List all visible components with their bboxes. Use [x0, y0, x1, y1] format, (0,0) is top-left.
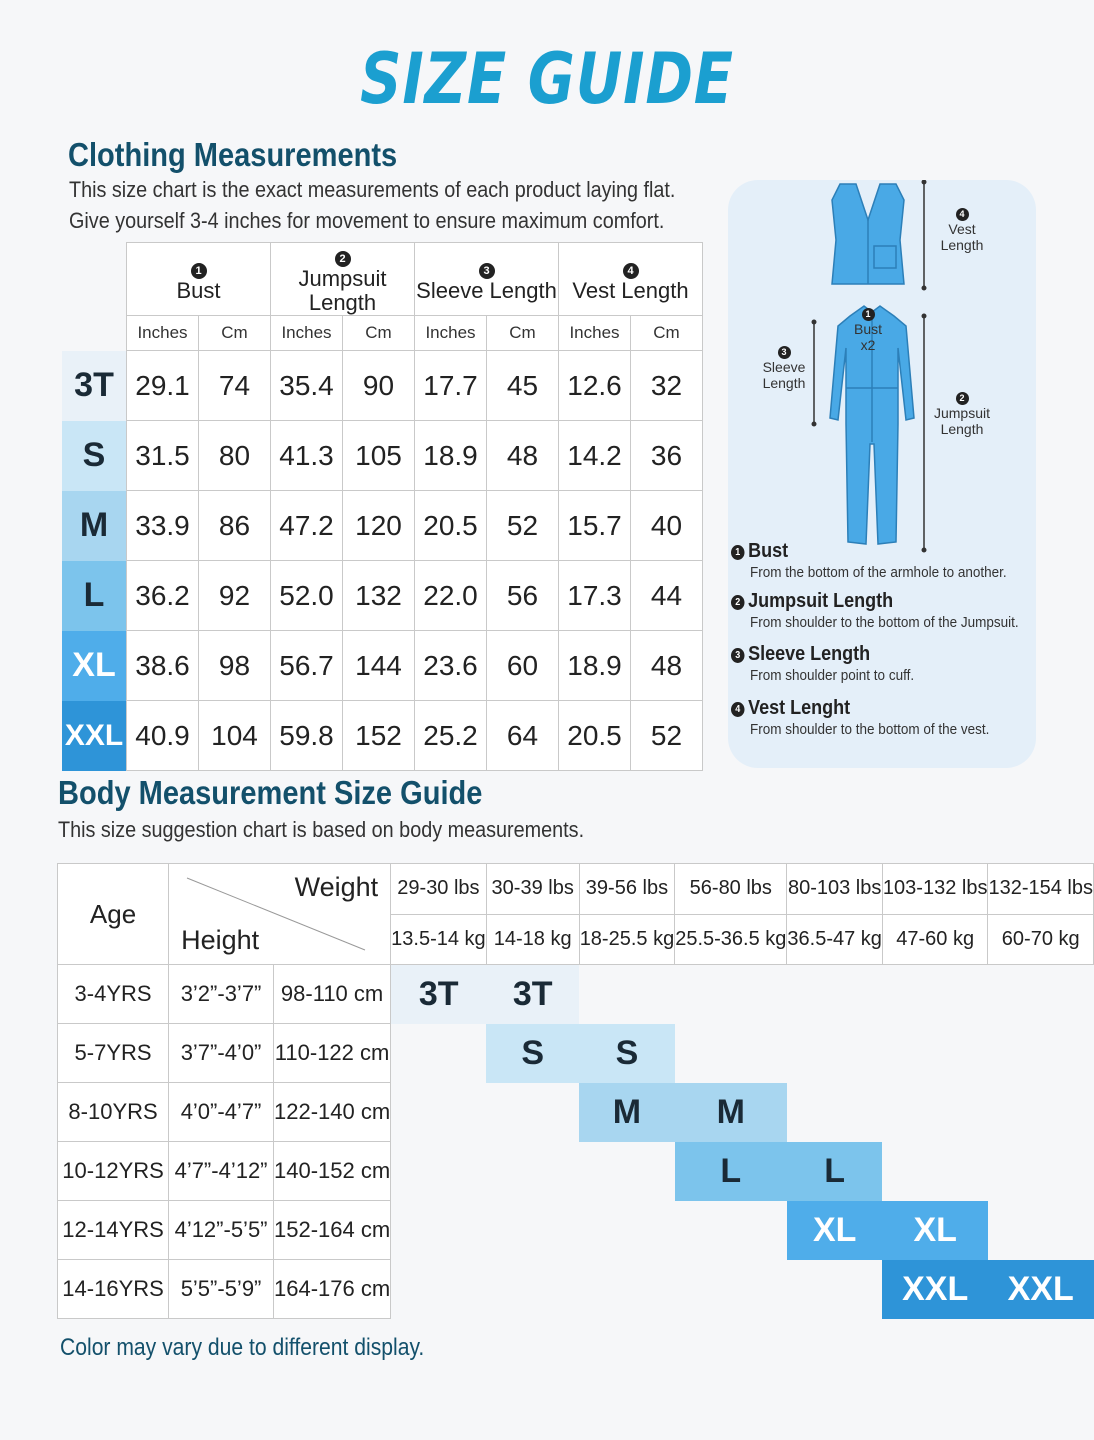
size-label: XL: [62, 631, 127, 701]
recommended-size-cell: M: [579, 1083, 675, 1142]
empty-cell: [882, 1024, 988, 1083]
inches-value: 17.3: [559, 561, 631, 631]
inches-value: 29.1: [127, 351, 199, 421]
cm-value: 32: [631, 351, 703, 421]
vest-illustration: [832, 184, 904, 284]
weight-lbs-cell: 132-154 lbs: [988, 864, 1094, 915]
body-size-row: [58, 1201, 1094, 1260]
unit-inches: Inches: [127, 316, 199, 351]
unit-cm: Cm: [343, 316, 415, 351]
cm-value: 52: [631, 701, 703, 771]
empty-cell: [391, 1201, 487, 1260]
age-cell: 10-12YRS: [58, 1142, 169, 1201]
legend-desc: From shoulder to the bottom of the Jumpsuit.: [750, 614, 1019, 631]
body-measurement-table: [57, 863, 1094, 1319]
empty-cell: [675, 1201, 787, 1260]
inches-value: 36.2: [127, 561, 199, 631]
cm-value: 60: [487, 631, 559, 701]
color-disclaimer: Color may vary due to different display.: [60, 1334, 425, 1361]
cm-value: 64: [487, 701, 559, 771]
cm-value: 120: [343, 491, 415, 561]
cm-value: 44: [631, 561, 703, 631]
legend-title: 2 Jumpsuit Length: [731, 589, 1017, 613]
empty-cell: [675, 1024, 787, 1083]
empty-cell: [675, 965, 787, 1024]
empty-cell: [579, 965, 675, 1024]
size-label: L: [62, 561, 127, 631]
unit-cm: Cm: [631, 316, 703, 351]
empty-cell: [391, 1024, 487, 1083]
clothing-size-row: [62, 491, 703, 561]
size-label: S: [62, 421, 127, 491]
inches-value: 17.7: [415, 351, 487, 421]
age-cell: 12-14YRS: [58, 1201, 169, 1260]
height-in-cell: 4’12”-5’5”: [169, 1201, 274, 1260]
weight-kg-cell: 47-60 kg: [882, 914, 988, 965]
empty-cell: [787, 1083, 883, 1142]
inches-value: 35.4: [271, 351, 343, 421]
clothing-size-row: [62, 631, 703, 701]
recommended-size-cell: L: [787, 1142, 883, 1201]
body-size-row: [58, 1142, 1094, 1201]
legend-item: [731, 642, 932, 686]
cm-value: 152: [343, 701, 415, 771]
clothing-desc-line1: This size chart is the exact measurements of each product laying flat.: [69, 177, 676, 202]
inches-value: 20.5: [415, 491, 487, 561]
inches-value: 22.0: [415, 561, 487, 631]
legend-desc: From the bottom of the armhole to another.: [750, 564, 1007, 581]
weight-lbs-cell: 80-103 lbs: [787, 864, 883, 915]
empty-cell: [882, 1083, 988, 1142]
inches-value: 20.5: [559, 701, 631, 771]
cm-value: 48: [631, 631, 703, 701]
clothing-size-row: [62, 701, 703, 771]
empty-cell: [787, 1260, 883, 1319]
cm-value: 105: [343, 421, 415, 491]
empty-cell: [675, 1260, 787, 1319]
inches-value: 38.6: [127, 631, 199, 701]
inches-value: 18.9: [559, 631, 631, 701]
empty-cell: [988, 965, 1094, 1024]
size-label: 3T: [62, 351, 127, 421]
age-cell: 8-10YRS: [58, 1083, 169, 1142]
empty-cell: [486, 1201, 579, 1260]
body-heading: Body Measurement Size Guide: [58, 774, 483, 811]
inches-value: 52.0: [271, 561, 343, 631]
inches-value: 31.5: [127, 421, 199, 491]
weight-lbs-cell: 103-132 lbs: [882, 864, 988, 915]
weight-height-header: [169, 864, 391, 965]
page-title: SIZE GUIDE: [360, 38, 734, 120]
empty-cell: [486, 1142, 579, 1201]
empty-cell: [579, 1201, 675, 1260]
empty-cell: [988, 1024, 1094, 1083]
inches-value: 56.7: [271, 631, 343, 701]
empty-cell: [787, 965, 883, 1024]
recommended-size-cell: 3T: [486, 965, 579, 1024]
recommended-size-cell: XXL: [988, 1260, 1094, 1319]
legend-desc: From shoulder point to cuff.: [750, 667, 915, 684]
body-size-row: [58, 1260, 1094, 1319]
empty-cell: [988, 1201, 1094, 1260]
empty-cell: [882, 965, 988, 1024]
height-cm-cell: 98-110 cm: [273, 965, 390, 1024]
recommended-size-cell: S: [579, 1024, 675, 1083]
cm-value: 40: [631, 491, 703, 561]
empty-cell: [391, 1083, 487, 1142]
legend-title: 1 Bust: [731, 539, 1005, 563]
inches-value: 18.9: [415, 421, 487, 491]
unit-cm: Cm: [199, 316, 271, 351]
cm-value: 36: [631, 421, 703, 491]
sleeve-length-label: 3 Sleeve Length: [762, 347, 806, 391]
size-label: M: [62, 491, 127, 561]
empty-cell: [882, 1142, 988, 1201]
vest-length-header: 4 Vest Length: [559, 243, 703, 316]
unit-inches: Inches: [271, 316, 343, 351]
inches-value: 59.8: [271, 701, 343, 771]
empty-cell: [988, 1142, 1094, 1201]
clothing-heading: Clothing Measurements: [68, 136, 398, 173]
recommended-size-cell: M: [675, 1083, 787, 1142]
sleeve-length-header: 3 Sleeve Length: [415, 243, 559, 316]
empty-cell: [391, 1260, 487, 1319]
inches-value: 41.3: [271, 421, 343, 491]
height-label: Height: [181, 925, 260, 955]
weight-lbs-cell: 39-56 lbs: [579, 864, 675, 915]
legend-title: 4 Vest Lenght: [731, 696, 987, 720]
vest-length-label: 4 Vest Length: [940, 209, 984, 253]
clothing-measurements-table: [62, 242, 703, 771]
unit-inches: Inches: [415, 316, 487, 351]
weight-kg-cell: 36.5-47 kg: [787, 914, 883, 965]
size-label: XXL: [62, 701, 127, 771]
clothing-desc-line2: Give yourself 3-4 inches for movement to ensure maximum comfort.: [69, 208, 665, 233]
inches-value: 40.9: [127, 701, 199, 771]
inches-value: 23.6: [415, 631, 487, 701]
body-size-row: [58, 965, 1094, 1024]
height-cm-cell: 140-152 cm: [273, 1142, 390, 1201]
recommended-size-cell: L: [675, 1142, 787, 1201]
legend-item: [731, 539, 1035, 583]
cm-value: 45: [487, 351, 559, 421]
recommended-size-cell: S: [486, 1024, 579, 1083]
cm-value: 104: [199, 701, 271, 771]
body-desc: This size suggestion chart is based on body measurements.: [58, 817, 585, 842]
cm-value: 144: [343, 631, 415, 701]
weight-kg-cell: 13.5-14 kg: [391, 914, 487, 965]
weight-kg-cell: 18-25.5 kg: [579, 914, 675, 965]
inches-value: 47.2: [271, 491, 343, 561]
cm-value: 90: [343, 351, 415, 421]
height-cm-cell: 110-122 cm: [273, 1024, 390, 1083]
recommended-size-cell: XL: [787, 1201, 883, 1260]
cm-value: 52: [487, 491, 559, 561]
weight-label: Weight: [294, 872, 379, 902]
height-in-cell: 3’7”-4’0”: [169, 1024, 274, 1083]
weight-kg-cell: 60-70 kg: [988, 914, 1094, 965]
cm-value: 86: [199, 491, 271, 561]
inches-value: 14.2: [559, 421, 631, 491]
height-cm-cell: 122-140 cm: [273, 1083, 390, 1142]
recommended-size-cell: 3T: [391, 965, 487, 1024]
body-size-row: [58, 1083, 1094, 1142]
cm-value: 80: [199, 421, 271, 491]
unit-cm: Cm: [487, 316, 559, 351]
weight-lbs-cell: 30-39 lbs: [486, 864, 579, 915]
weight-lbs-cell: 56-80 lbs: [675, 864, 787, 915]
empty-cell: [391, 1142, 487, 1201]
recommended-size-cell: XL: [882, 1201, 988, 1260]
cm-value: 92: [199, 561, 271, 631]
empty-cell: [787, 1024, 883, 1083]
legend-title: 3 Sleeve Length: [731, 642, 912, 666]
cm-value: 132: [343, 561, 415, 631]
height-in-cell: 4’0”-4’7”: [169, 1083, 274, 1142]
height-cm-cell: 164-176 cm: [273, 1260, 390, 1319]
empty-cell: [579, 1260, 675, 1319]
weight-lbs-cell: 29-30 lbs: [391, 864, 487, 915]
height-in-cell: 5’5”-5’9”: [169, 1260, 274, 1319]
inches-value: 15.7: [559, 491, 631, 561]
cm-value: 56: [487, 561, 559, 631]
height-cm-cell: 152-164 cm: [273, 1201, 390, 1260]
bust-header: 1 Bust: [127, 243, 271, 316]
age-cell: 3-4YRS: [58, 965, 169, 1024]
empty-cell: [988, 1083, 1094, 1142]
bust-label: 1 Bust x2: [853, 309, 882, 353]
inches-value: 25.2: [415, 701, 487, 771]
cm-value: 48: [487, 421, 559, 491]
age-header: Age: [58, 864, 169, 965]
jumpsuit-length-label: 2 Jumpsuit Length: [933, 393, 991, 437]
clothing-size-row: [62, 561, 703, 631]
clothing-size-row: [62, 351, 703, 421]
inches-value: 33.9: [127, 491, 199, 561]
weight-kg-cell: 14-18 kg: [486, 914, 579, 965]
height-in-cell: 4’7”-4’12”: [169, 1142, 274, 1201]
age-cell: 14-16YRS: [58, 1260, 169, 1319]
unit-inches: Inches: [559, 316, 631, 351]
cm-value: 74: [199, 351, 271, 421]
empty-cell: [486, 1260, 579, 1319]
clothing-size-row: [62, 421, 703, 491]
height-in-cell: 3’2”-3’7”: [169, 965, 274, 1024]
cm-value: 98: [199, 631, 271, 701]
body-size-row: [58, 1024, 1094, 1083]
legend-item: [731, 589, 1048, 633]
empty-cell: [486, 1083, 579, 1142]
age-cell: 5-7YRS: [58, 1024, 169, 1083]
weight-kg-cell: 25.5-36.5 kg: [675, 914, 787, 965]
recommended-size-cell: XXL: [882, 1260, 988, 1319]
inches-value: 12.6: [559, 351, 631, 421]
empty-cell: [579, 1142, 675, 1201]
legend-desc: From shoulder to the bottom of the vest.: [750, 721, 990, 738]
legend-item: [731, 696, 1016, 740]
jumpsuit-length-header: 2 Jumpsuit Length: [271, 243, 415, 316]
